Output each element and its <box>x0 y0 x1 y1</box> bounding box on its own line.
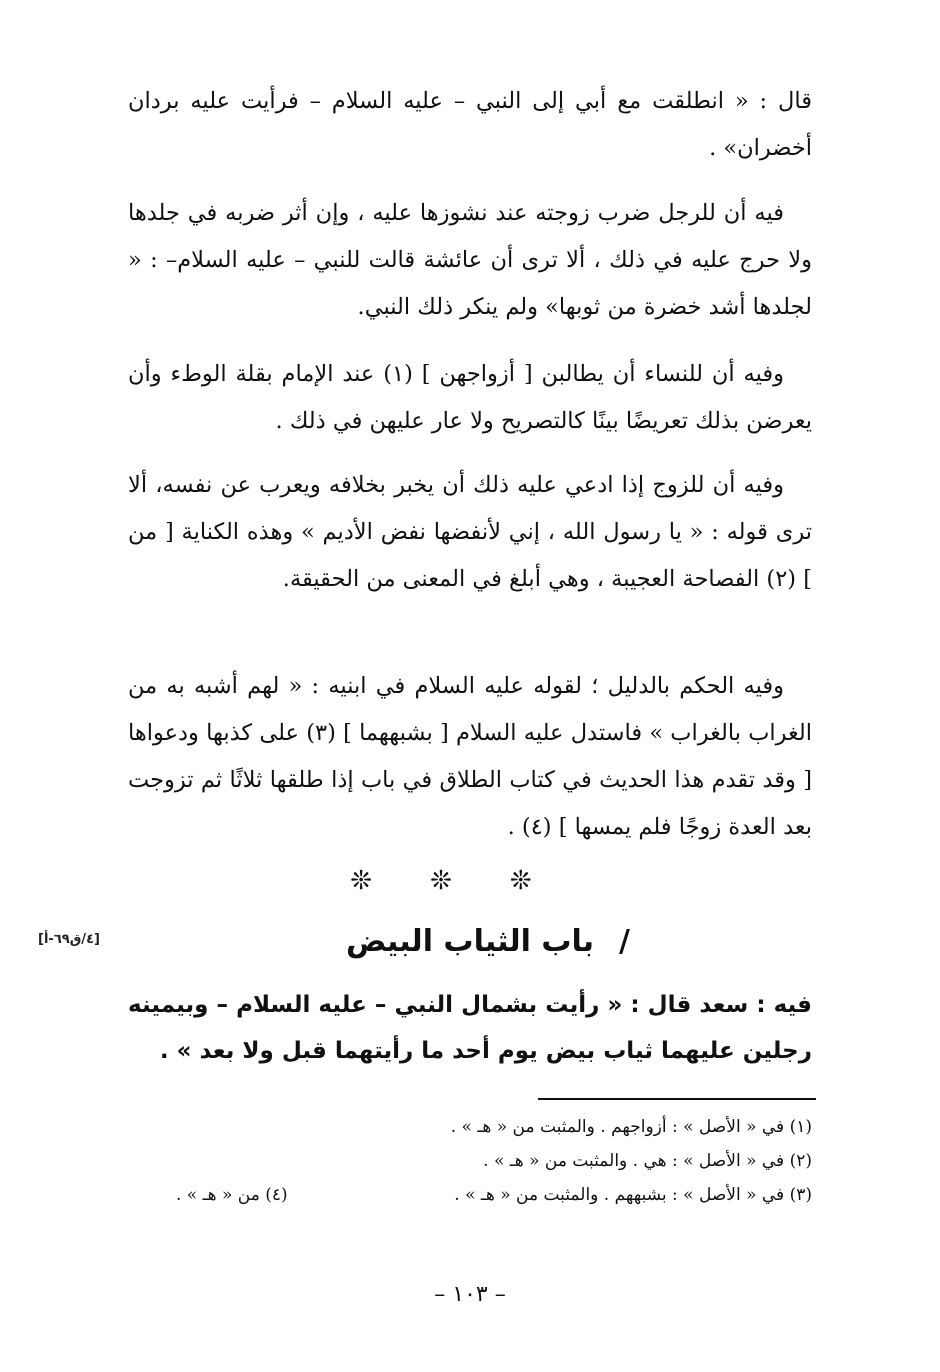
section-heading-text: باب الثياب البيض <box>346 924 594 959</box>
paragraph-husband-claim <box>128 462 812 603</box>
paragraph-evidence-ruling <box>128 663 812 851</box>
footnote-rule <box>538 1098 816 1100</box>
star-ornament: ❊ <box>350 866 431 896</box>
page-number: – ١٠٣ – <box>434 1282 506 1307</box>
section-separator-stars <box>0 866 940 896</box>
footnote-2: (٢) في « الأصل » : هي . والمثبت من « هـ » . <box>483 1151 812 1171</box>
paragraph-wife-discipline <box>128 190 812 331</box>
footnote-3: (٣) في « الأصل » : بشبههم . والمثبت من « هـ » . <box>454 1185 812 1205</box>
footnote-1: (١) في « الأصل » : أزواجهم . والمثبت من « هـ » . <box>450 1117 812 1137</box>
footnote-row-3 <box>160 1178 812 1212</box>
star-ornament: ❊ <box>430 866 510 896</box>
quote-paragraph-text: قال : « انطلقت مع أبي إلى النبي – عليه السلام – فرأيت عليه بردان أخضران» . <box>128 88 812 161</box>
manuscript-folio-reference: [٤/ق٦٩-أ] <box>38 932 100 947</box>
section-heading <box>330 916 630 968</box>
quote-paragraph <box>128 78 812 172</box>
footnotes <box>160 1110 812 1212</box>
hadith-text: فيه : سعد قال : « رأيت بشمال النبي – عليه السلام – وبيمينه رجلين عليهما ثياب بيض يوم أحد ما رأيتهما قبل ولا بعد » . <box>128 992 812 1064</box>
folio-break-slash: / <box>619 924 630 959</box>
hadith-text-bold <box>128 982 812 1074</box>
footnote-4: (٤) من « هـ » . <box>176 1185 288 1205</box>
paragraph-womens-rights <box>128 351 812 445</box>
paragraph-3-text: وفيه أن للزوج إذا ادعي عليه ذلك أن يخبر بخلافه ويعرب عن نفسه، ألا ترى قوله : « يا رسول الله ، إني لأنفضها نفض الأديم » وهذه الكناية [ من ] (٢) الفصاحة العجيبة ، وهي أبلغ في المعنى من الحقيقة. <box>128 472 812 592</box>
paragraph-4-text: وفيه الحكم بالدليل ؛ لقوله عليه السلام في ابنيه : « لهم أشبه به من الغراب بالغراب » فاستدل عليه السلام [ بشبههما ] (٣) على كذبها ودعواها [ وقد تقدم هذا الحديث في كتاب الطلاق في باب إذا طلقها ثلاثًا ثم تزوجت بعد العدة زوجًا فلم يمسها ] (٤) . <box>128 673 813 840</box>
star-ornament: ❊ <box>509 866 590 896</box>
paragraph-1-text: فيه أن للرجل ضرب زوجته عند نشوزها عليه ، وإن أثر ضربه في جلدها ولا حرج عليه في ذلك ، ألا ترى أن عائشة قالت للنبي – عليه السلام– : « لجلدها أشد خضرة من ثوبها» ولم ينكر ذلك النبي. <box>128 200 812 320</box>
paragraph-2-text: وفيه أن للنساء أن يطالبن [ أزواجهن ] (١) عند الإمام بقلة الوطء وأن يعرضن بذلك تعريضًا بينًا كالتصريح ولا عار عليهن في ذلك . <box>128 361 812 434</box>
